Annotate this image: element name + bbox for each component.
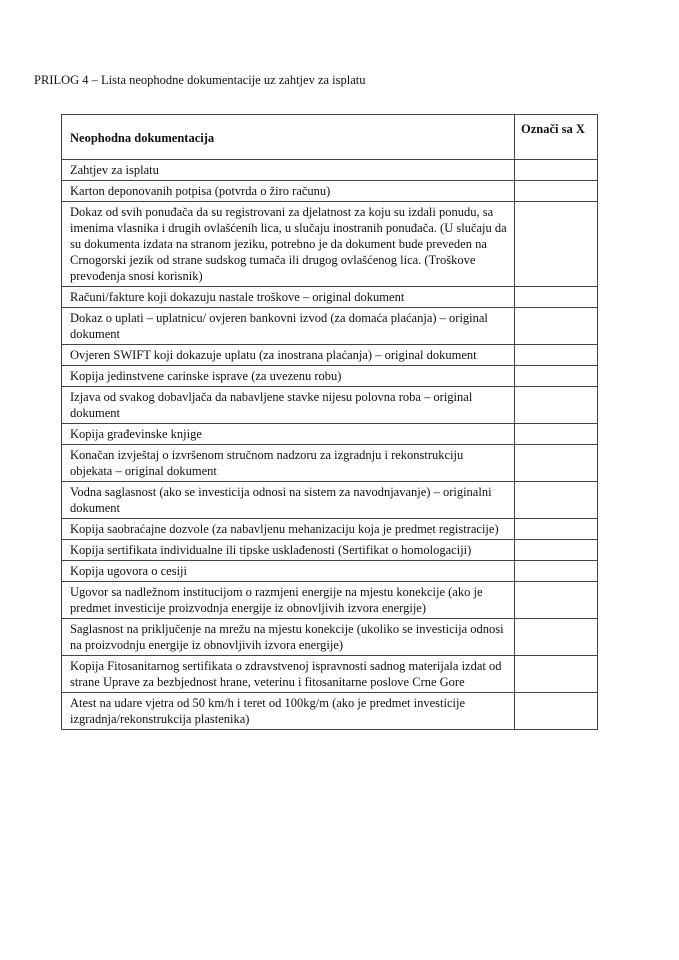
- table-row: [62, 582, 598, 619]
- table-row: [62, 519, 598, 540]
- document-item: Saglasnost na priključenje na mrežu na mjestu konekcije (ukoliko se investicija odnosi na proizvodnju energije iz obnovljivih izvora energije): [62, 619, 515, 656]
- mark-cell[interactable]: [515, 561, 598, 582]
- document-item: Računi/fakture koji dokazuju nastale troškove – original dokument: [62, 287, 515, 308]
- document-item: Izjava od svakog dobavljača da nabavljene stavke nijesu polovna roba – original dokument: [62, 387, 515, 424]
- mark-cell[interactable]: [515, 482, 598, 519]
- document-item: Kopija saobraćajne dozvole (za nabavljenu mehanizaciju koja je predmet registracije): [62, 519, 515, 540]
- mark-cell[interactable]: [515, 540, 598, 561]
- table-row: [62, 308, 598, 345]
- document-item: Kopija jedinstvene carinske isprave (za uvezenu robu): [62, 366, 515, 387]
- mark-cell[interactable]: [515, 582, 598, 619]
- document-item: Atest na udare vjetra od 50 km/h i teret od 100kg/m (ako je predmet investicije izgradnja/rekonstrukcija plastenika): [62, 693, 515, 730]
- table-row: [62, 540, 598, 561]
- document-item: Kopija građevinske knjige: [62, 424, 515, 445]
- table-row: [62, 619, 598, 656]
- table-row: [62, 561, 598, 582]
- document-item: Konačan izvještaj o izvršenom stručnom nadzoru za izgradnju i rekonstrukciju objekata – original dokument: [62, 445, 515, 482]
- mark-cell[interactable]: [515, 656, 598, 693]
- mark-cell[interactable]: [515, 202, 598, 287]
- document-item: Ugovor sa nadležnom institucijom o razmjeni energije na mjestu konekcije (ako je predmet investicije proizvodnja energije iz obnovljivih izvora energije): [62, 582, 515, 619]
- mark-cell[interactable]: [515, 308, 598, 345]
- mark-cell[interactable]: [515, 345, 598, 366]
- table-row: [62, 287, 598, 308]
- header-documentation: Neophodna dokumentacija: [62, 115, 515, 160]
- table-row: [62, 482, 598, 519]
- mark-cell[interactable]: [515, 445, 598, 482]
- mark-cell[interactable]: [515, 366, 598, 387]
- document-item: Dokaz od svih ponuđača da su registrovani za djelatnost za koju su izdali ponudu, sa imenima vlasnika i drugih ovlašćenih lica, u slučaju inostranih ponuđača. (U slučaju da su dokumenta izdata na stranom jeziku, potrebno je da dokument bude preveden na Crnogorski jezik od strane sudskog tumača ili drugog ovlašćenog lica. (Troškove prevođenja snosi korisnik): [62, 202, 515, 287]
- table-row: [62, 387, 598, 424]
- document-item: Kopija ugovora o cesiji: [62, 561, 515, 582]
- mark-cell[interactable]: [515, 619, 598, 656]
- header-mark-with-x: Označi sa X: [515, 115, 598, 160]
- mark-cell[interactable]: [515, 424, 598, 445]
- documentation-table: [61, 114, 598, 730]
- mark-cell[interactable]: [515, 519, 598, 540]
- table-row: [62, 345, 598, 366]
- table-row: [62, 181, 598, 202]
- mark-cell[interactable]: [515, 693, 598, 730]
- mark-cell[interactable]: [515, 287, 598, 308]
- table-row: [62, 445, 598, 482]
- document-item: Karton deponovanih potpisa (potvrda o žiro računu): [62, 181, 515, 202]
- document-item: Vodna saglasnost (ako se investicija odnosi na sistem za navodnjavanje) – originalni dokument: [62, 482, 515, 519]
- mark-cell[interactable]: [515, 387, 598, 424]
- table-header-row: [62, 115, 598, 160]
- table-row: [62, 366, 598, 387]
- table-row: [62, 693, 598, 730]
- document-item: Kopija Fitosanitarnog sertifikata o zdravstvenoj ispravnosti sadnog materijala izdat od strane Uprave za bezbjednost hrane, veterinu i fitosanitarne poslove Crne Gore: [62, 656, 515, 693]
- document-item: Kopija sertifikata individualne ili tipske usklađenosti (Sertifikat o homologaciji): [62, 540, 515, 561]
- mark-cell[interactable]: [515, 181, 598, 202]
- table-row: [62, 656, 598, 693]
- table-row: [62, 424, 598, 445]
- document-item: Ovjeren SWIFT koji dokazuje uplatu (za inostrana plaćanja) – original dokument: [62, 345, 515, 366]
- document-item: Dokaz o uplati – uplatnicu/ ovjeren bankovni izvod (za domaća plaćanja) – original dokument: [62, 308, 515, 345]
- table-row: [62, 160, 598, 181]
- page-heading: PRILOG 4 – Lista neophodne dokumentacije uz zahtjev za isplatu: [34, 73, 366, 87]
- table-row: [62, 202, 598, 287]
- document-item: Zahtjev za isplatu: [62, 160, 515, 181]
- mark-cell[interactable]: [515, 160, 598, 181]
